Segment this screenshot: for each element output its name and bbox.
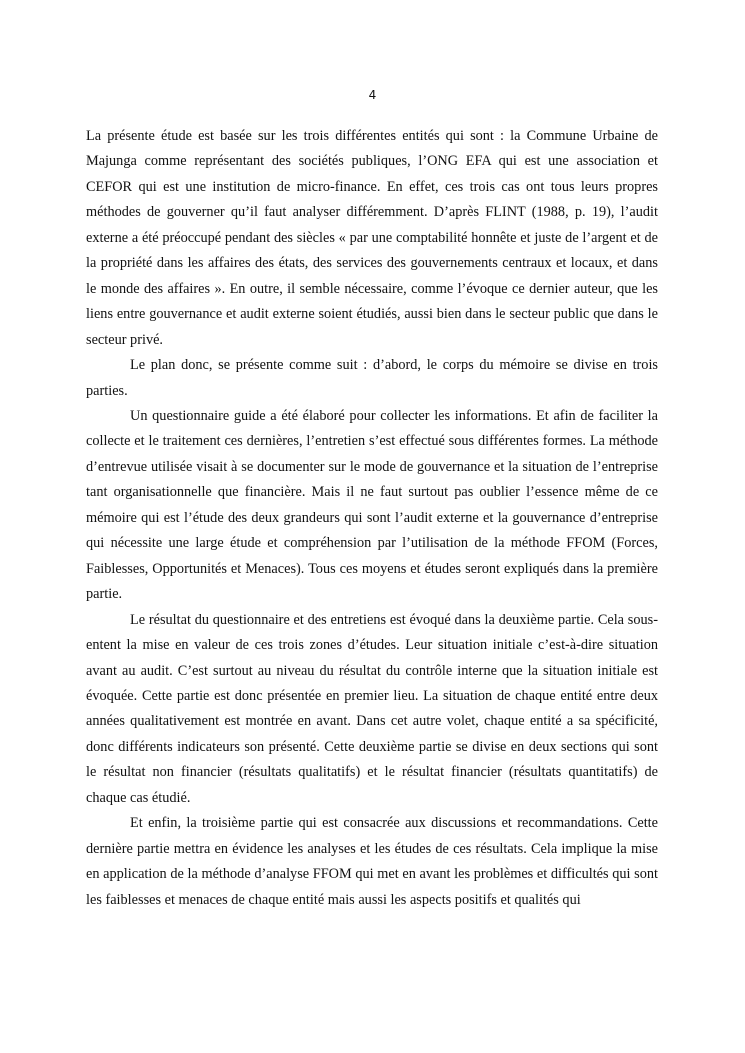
paragraph-third-part: Et enfin, la troisième partie qui est consacrée aux discussions et recommandations. Cette dernière partie mettra en évidence les analyses et les études de ces résultats. Cela implique la mise en application de la méthode d’analyse FFOM qui met en avant les problèmes et difficultés qui sont les faiblesses et menaces de chaque entité mais aussi les aspects positifs et qualités qui (86, 815, 658, 908)
paragraph-questionnaire: Un questionnaire guide a été élaboré pour collecter les informations. Et afin de faciliter la collecte et le traitement ces dernières, l’entretien s’est effectué sous différentes formes. La méthode d’entrevue utilisée visait à se documenter sur le mode de gouvernance et la situation de l’entreprise tant organisationnelle que financière. Mais il ne faut surtout pas oublier l’essence même de ce mémoire qui est l’étude des deux grandeurs qui sont l’audit externe et la gouvernance d’entreprise qui nécessite une large étude et compréhension par l’utilisation de la méthode FFOM (Forces, Faiblesses, Opportunités et Menaces). Tous ces moyens et études seront expliqués dans la première partie. (86, 407, 658, 603)
paragraph-intro: La présente étude est basée sur les trois différentes entités qui sont : la Commune Urbaine de Majunga comme représentant des sociétés publiques, l’ONG EFA qui est une association et CEFOR qui est une institution de micro-finance. En effet, ces trois cas ont tous leurs propres méthodes de gouverner qu’il faut analyser différemment. D’après FLINT (1988, p. 19), l’audit externe a été préoccupé pendant des siècles « par une comptabilité honnête et juste de l’argent et de la propriété dans les affaires des états, des services des gouvernements centraux et locaux, et dans le monde des affaires ». En outre, il semble nécessaire, comme l’évoque ce dernier auteur, que les liens entre gouvernance et audit externe soient étudiés, aussi bien dans le secteur public que dans le secteur privé. (86, 128, 658, 348)
paragraph-results: Le résultat du questionnaire et des entretiens est évoqué dans la deuxième partie. Cela sous-entent la mise en valeur de ces trois zones d’études. Leur situation initiale c’est-à-dire situation avant au audit. C’est surtout au niveau du résultat du contrôle interne que la situation initiale est évoquée. Cette partie est donc présentée en premier lieu. La situation de chaque entité entre deux années qualitativement est montrée en avant. Dans cet autre volet, chaque entité a sa spécificité, donc différents indicateurs son présenté. Cette deuxième partie se divise en deux sections qui sont le résultat non financier (résultats qualitatifs) et le résultat financier (résultats quantitatifs) de chaque cas étudié. (86, 611, 658, 806)
body-text (86, 124, 658, 913)
paragraph-plan: Le plan donc, se présente comme suit : d’abord, le corps du mémoire se divise en trois parties. (86, 357, 658, 399)
page-number: 4 (368, 88, 377, 102)
